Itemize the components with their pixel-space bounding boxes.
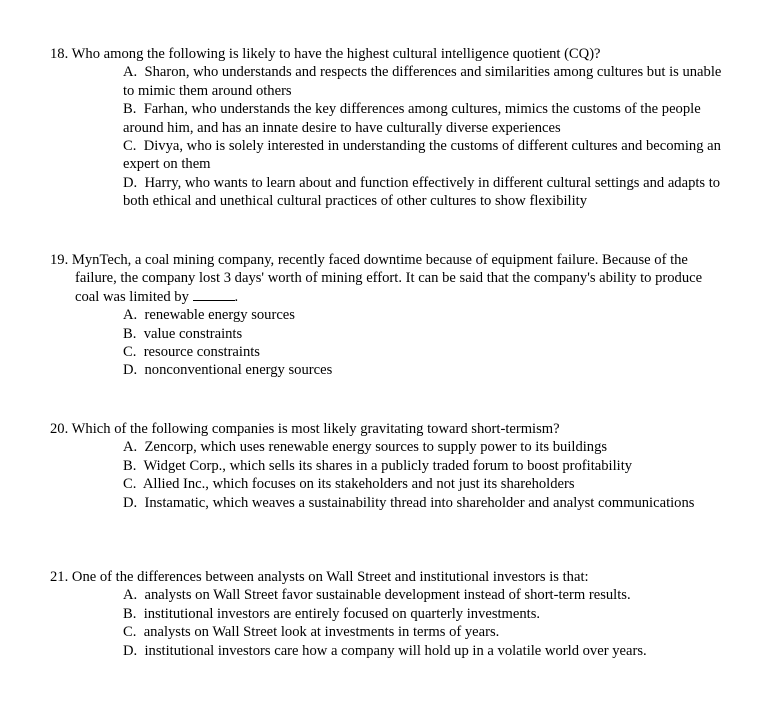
option-text: analysts on Wall Street look at investments in terms of years. (143, 624, 500, 641)
option-a (0, 438, 723, 456)
option-d (0, 642, 723, 660)
option-text: nonconventional energy sources (144, 362, 333, 379)
option-letter: B. (123, 457, 137, 474)
option-letter: B. (123, 605, 137, 622)
question-text-end: . (234, 288, 239, 305)
option-b (0, 325, 723, 343)
option-text: Divya, who is solely interested in understanding the customs of different cultures and becoming an expert on them (123, 138, 721, 173)
option-c (0, 137, 723, 174)
option-letter: B. (123, 325, 137, 342)
option-a (0, 586, 723, 604)
option-a (0, 63, 723, 100)
answer-blank (193, 288, 235, 301)
question-20 (0, 420, 776, 512)
question-18 (0, 45, 776, 211)
question-stem (0, 420, 720, 438)
option-c (0, 475, 723, 493)
option-letter: B. (123, 101, 137, 118)
option-letter: A. (123, 64, 138, 81)
option-text: renewable energy sources (144, 307, 295, 324)
option-letter: C. (123, 624, 137, 641)
option-d (0, 361, 723, 379)
option-letter: A. (123, 439, 138, 456)
option-list (0, 306, 776, 380)
question-text: MynTech, a coal mining company, recently faced downtime because of equipment failure. Because of the failure, the company lost 3 days' worth of mining effort. It can be said that the company's ability to produce coal was limited by (71, 252, 703, 305)
option-d (0, 174, 723, 211)
option-letter: C. (123, 344, 137, 361)
question-stem (0, 45, 720, 63)
option-text: analysts on Wall Street favor sustainable development instead of short-term results. (144, 587, 631, 604)
option-text: Sharon, who understands and respects the differences and similarities among cultures but is unable to mimic them around others (123, 64, 722, 99)
option-c (0, 623, 723, 641)
question-number: 19. (50, 252, 69, 268)
option-letter: D. (123, 494, 138, 511)
option-text: resource constraints (143, 344, 260, 361)
option-letter: C. (123, 476, 137, 493)
option-list (0, 63, 776, 210)
option-letter: A. (123, 307, 138, 324)
option-b (0, 605, 723, 623)
question-number: 20. (50, 421, 69, 437)
question-21 (0, 568, 776, 660)
question-stem (0, 251, 720, 306)
option-list (0, 586, 776, 660)
question-number: 18. (50, 46, 69, 62)
option-text: institutional investors are entirely focused on quarterly investments. (143, 605, 541, 622)
question-text: Who among the following is likely to have the highest cultural intelligence quotient (CQ)? (71, 46, 601, 62)
option-b (0, 457, 723, 475)
option-letter: A. (123, 587, 138, 604)
option-letter: D. (123, 174, 138, 191)
option-text: Instamatic, which weaves a sustainability thread into shareholder and analyst communications (144, 494, 695, 511)
option-text: Zencorp, which uses renewable energy sources to supply power to its buildings (144, 439, 608, 456)
option-letter: D. (123, 362, 138, 379)
question-stem (0, 568, 720, 586)
option-c (0, 343, 723, 361)
option-list (0, 438, 776, 512)
question-number: 21. (50, 569, 69, 585)
option-text: institutional investors care how a company will hold up in a volatile world over years. (144, 642, 647, 659)
question-text: One of the differences between analysts on Wall Street and institutional investors is that: (71, 569, 589, 585)
question-text: Which of the following companies is most likely gravitating toward short-termism? (71, 421, 560, 437)
option-text: Farhan, who understands the key differences among cultures, mimics the customs of the people around him, and has an innate desire to have culturally diverse experiences (123, 101, 701, 136)
option-a (0, 306, 723, 324)
option-text: Widget Corp., which sells its shares in a publicly traded forum to boost profitability (143, 457, 633, 474)
option-text: Harry, who wants to learn about and function effectively in different cultural settings and adapts to both ethical and unethical cultural practices of other cultures to show flexibility (123, 174, 721, 210)
question-19 (0, 251, 776, 380)
option-letter: C. (123, 138, 137, 155)
option-b (0, 100, 723, 137)
option-letter: D. (123, 642, 138, 659)
option-d (0, 494, 723, 512)
option-text: value constraints (143, 325, 243, 342)
option-text: Allied Inc., which focuses on its stakeholders and not just its shareholders (142, 476, 575, 493)
